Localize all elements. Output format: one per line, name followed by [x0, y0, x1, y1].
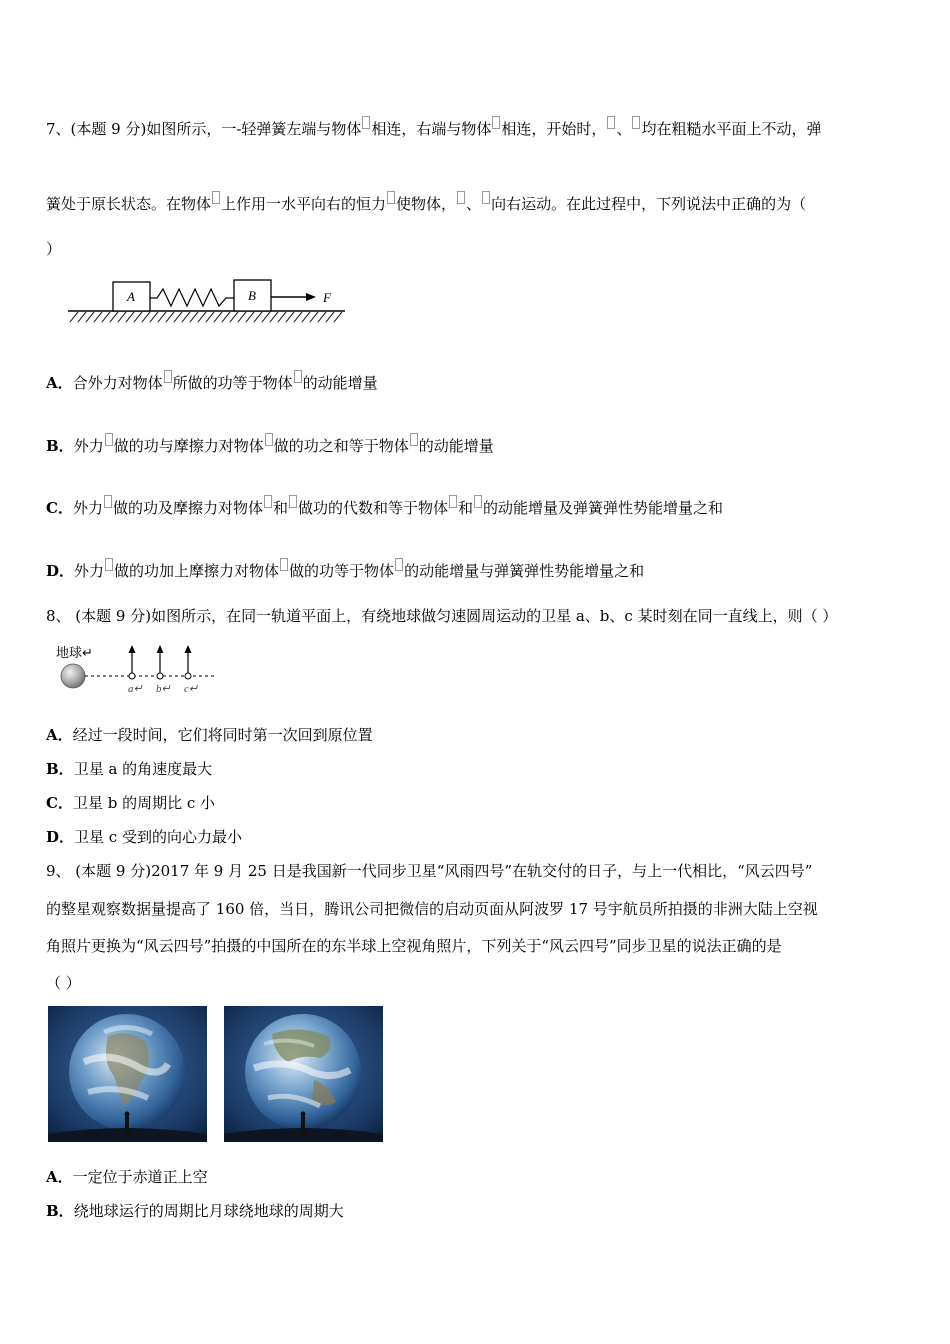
q8-option-c: C．卫星 b 的周期比 c 小: [46, 794, 216, 812]
q9-stem-line3: 角照片更换为“风云四号”拍摄的中国所在的东半球上空视角照片，下列关于“风云四号”同步卫星的说法正确的是: [46, 937, 782, 955]
missing-symbol-glyph: [607, 116, 615, 129]
block-a-label: A: [127, 289, 135, 304]
earth-ball: [61, 664, 85, 688]
satellite-c-label: c↵: [184, 683, 199, 695]
q8-option-d: D．卫星 c 受到的向心力最小: [46, 828, 242, 846]
missing-symbol-glyph: [362, 116, 370, 129]
q8-stem: 8、 (本题 9 分)如图所示，在同一轨道平面上，有绕地球做匀速圆周运动的卫星 a、b、c 某时刻在同一直线上，则（ ）: [46, 607, 838, 625]
spring: [150, 289, 234, 306]
ground-hatching: [70, 312, 342, 322]
q7-option-d: D．外力 做的功加上摩擦力对物体 做的功等于物体 的动能增量与弹簧弹性势能增量之和: [46, 558, 644, 581]
missing-symbol-glyph: [104, 495, 112, 508]
q9-option-a: A．一定位于赤道正上空: [46, 1168, 208, 1186]
q9-stem-line4: （ ）: [46, 974, 81, 992]
q9-option-b: B．绕地球运行的周期比月球绕地球的周期大: [46, 1202, 344, 1220]
q7-stem-line1: 7、(本题 9 分)如图所示，一-轻弹簧左端与物体 相连，右端与物体 相连，开始时， 、 均在粗糙水平面上不动，弹: [46, 116, 821, 139]
missing-symbol-glyph: [457, 191, 465, 204]
q7-option-a: A．合外力对物体 所做的功等于物体 的动能增量: [46, 370, 378, 393]
q8-option-b: B．卫星 a 的角速度最大: [46, 760, 213, 778]
missing-symbol-glyph: [410, 433, 418, 446]
force-arrow-head: [306, 293, 316, 301]
satellite-b-label: b↵: [156, 683, 171, 695]
q7-stem-line3: ）: [46, 240, 62, 258]
missing-symbol-glyph: [449, 495, 457, 508]
earth-photo-east-hemisphere: [224, 1006, 383, 1142]
missing-symbol-glyph: [387, 191, 395, 204]
q7-stem-line2: 簧处于原长状态。在物体 上作用一水平向右的恒力 使物体， 、 向右运动。在此过程中，下列说法中正确的为（: [46, 191, 806, 214]
missing-symbol-glyph: [164, 370, 172, 383]
block-b-label: B: [248, 288, 256, 303]
satellite-b: [157, 645, 164, 679]
missing-symbol-glyph: [105, 558, 113, 571]
q9-stem-line2: 的整星观察数据量提高了 160 倍，当日，腾讯公司把微信的启动页面从阿波罗 17 号宇航员所拍摄的非洲大陆上空视: [46, 900, 818, 918]
missing-symbol-glyph: [264, 495, 272, 508]
satellite-a: [129, 645, 136, 679]
missing-symbol-glyph: [482, 191, 490, 204]
missing-symbol-glyph: [212, 191, 220, 204]
missing-symbol-glyph: [294, 370, 302, 383]
force-label: F: [323, 290, 331, 305]
earth-label: 地球↵: [56, 646, 93, 661]
missing-symbol-glyph: [105, 433, 113, 446]
satellite-c: [185, 645, 192, 679]
missing-symbol-glyph: [474, 495, 482, 508]
q7-option-b: B．外力 做的功与摩擦力对物体 做的功之和等于物体 的动能增量: [46, 433, 494, 456]
missing-symbol-glyph: [395, 558, 403, 571]
missing-symbol-glyph: [492, 116, 500, 129]
q8-satellites-figure: [54, 642, 224, 698]
earth-photo-africa: [48, 1006, 207, 1142]
missing-symbol-glyph: [265, 433, 273, 446]
q7-option-c: C．外力 做的功及摩擦力对物体 和 做功的代数和等于物体 和 的动能增量及弹簧弹性势能增量之和: [46, 495, 723, 518]
q8-option-a: A．经过一段时间，它们将同时第一次回到原位置: [46, 726, 373, 744]
missing-symbol-glyph: [280, 558, 288, 571]
q7-spring-blocks-figure: [60, 272, 370, 334]
satellite-a-label: a↵: [128, 683, 143, 695]
missing-symbol-glyph: [289, 495, 297, 508]
missing-symbol-glyph: [632, 116, 640, 129]
q9-stem-line1: 9、 (本题 9 分)2017 年 9 月 25 日是我国新一代同步卫星“风雨四号”在轨交付的日子，与上一代相比，“风云四号”: [46, 862, 813, 880]
